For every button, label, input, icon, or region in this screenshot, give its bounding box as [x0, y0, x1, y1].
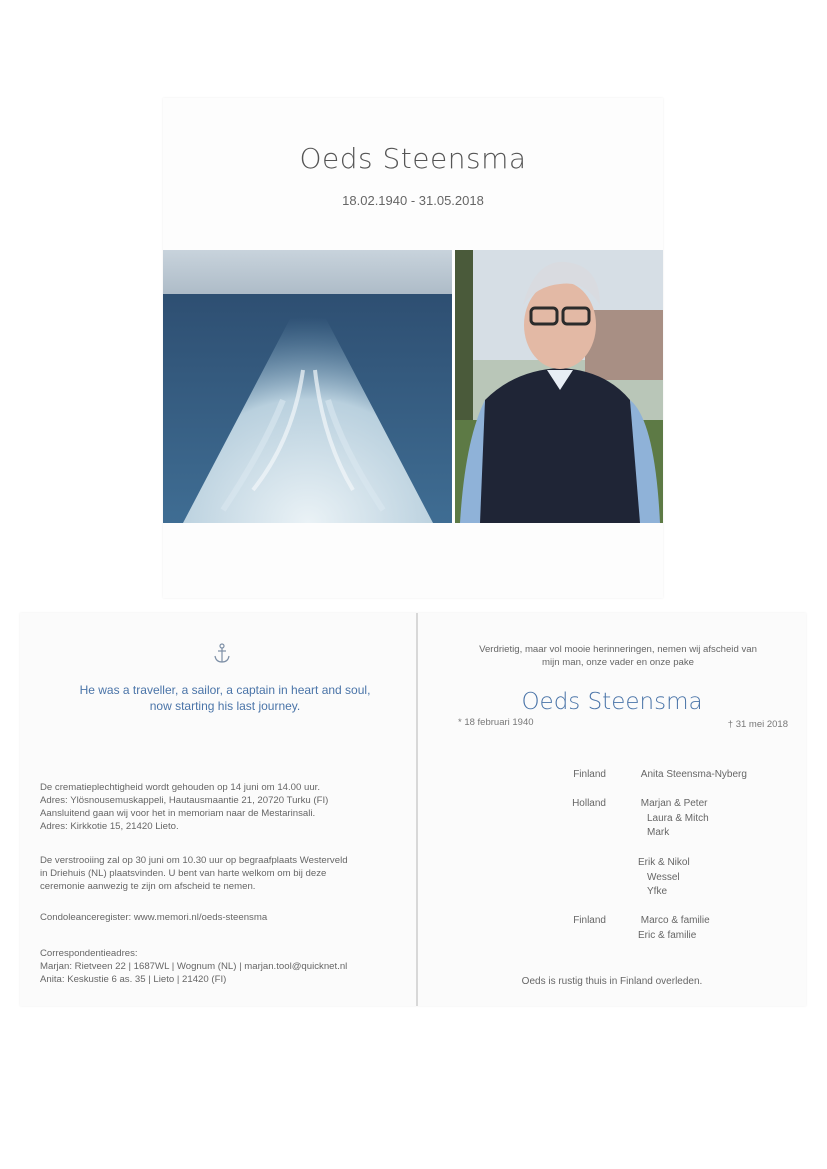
intro-text: Verdrietig, maar vol mooie herinneringen, nemen wij afscheid van mijn man, onze vader en onze pake	[479, 644, 757, 668]
cover-name: Oeds Steensma	[299, 142, 527, 175]
condolence-register: Condoleanceregister: www.memori.nl/oeds-steensma	[40, 912, 268, 923]
quote-line: He was a traveller, a sailor, a captain in heart and soul,	[79, 683, 371, 697]
family-name: Eric & familie	[638, 929, 697, 941]
birth-date: * 18 februari 1940	[458, 717, 534, 728]
family-name: Marjan & Peter	[640, 798, 708, 809]
family-name: Laura & Mitch	[647, 812, 709, 824]
family-name: Erik & Nikol	[638, 857, 690, 868]
card-cover	[163, 98, 663, 598]
family-group	[518, 768, 747, 783]
cover-dates: 18.02.1940 - 31.05.2018	[342, 193, 484, 208]
family-name: Mark	[647, 827, 670, 838]
quote-line: now starting his last journey.	[149, 699, 301, 713]
scattering-paragraph: De verstrooiing zal op 30 juni om 10.30 uur op begraafplaats Westerveld in Driehuis (NL) plaatsvinden. U bent van harte welkom om bij deze ceremonie aanwezig te zijn om afscheid te nemen.	[40, 855, 348, 892]
deceased-name: Oeds Steensma	[521, 689, 703, 715]
family-place: Finland	[573, 915, 606, 926]
closing-note: Oeds is rustig thuis in Finland overleden.	[521, 976, 703, 987]
family-place: Holland	[572, 798, 606, 809]
family-name: Anita Steensma-Nyberg	[640, 769, 747, 780]
anchor-icon	[212, 643, 232, 665]
family-name: Yfke	[647, 886, 668, 897]
family-name: Wessel	[647, 871, 680, 883]
sea-wake-photo	[163, 250, 452, 523]
family-group	[518, 797, 709, 841]
correspondence-address: Correspondentieadres: Marjan: Rietveen 22 | 1687WL | Wognum (NL) | marjan.tool@quicknet.nl Anita: Keskustie 6 as. 35 | Lieto | 21420 (FI)	[40, 948, 348, 985]
family-place: Finland	[573, 769, 606, 780]
cover-photos	[163, 250, 663, 523]
inner-left-page	[20, 613, 416, 1006]
inner-right-page	[418, 613, 806, 1006]
family-group	[518, 914, 710, 943]
family-name: Marco & familie	[640, 915, 710, 926]
ceremony-paragraph: De crematieplechtigheid wordt gehouden op 14 juni om 14.00 uur. Adres: Ylösnousemuskappeli, Hautausmaantie 21, 20720 Turku (FI) Aansluitend gaan wij voor het in memoriam naar de Mestarinsali. Adres: Kirkkotie 15, 21420 Lieto.	[40, 782, 329, 832]
quote	[40, 682, 410, 714]
card-inner-spread	[20, 613, 806, 1006]
death-date: † 31 mei 2018	[727, 719, 788, 730]
family-group	[638, 856, 690, 900]
portrait-photo	[455, 250, 663, 523]
